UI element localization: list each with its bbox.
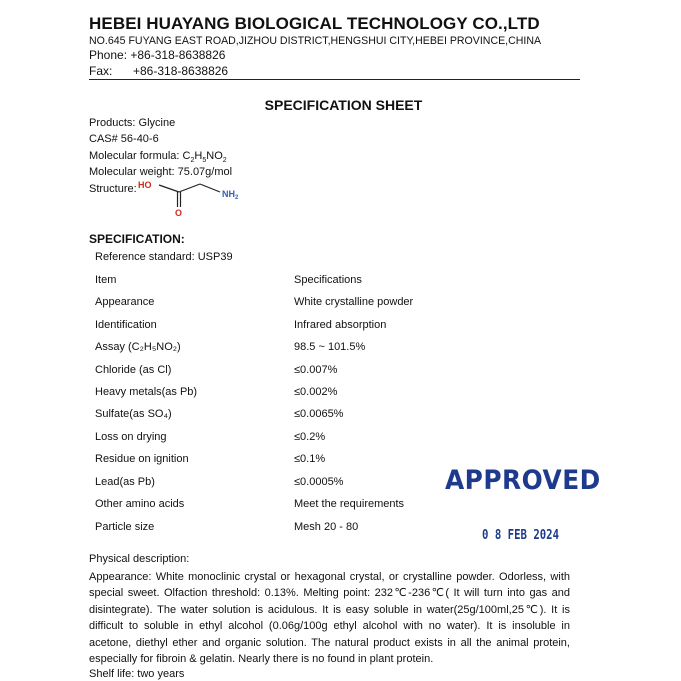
spec-item: Assay (C₂H₅NO₂) xyxy=(95,341,181,353)
spec-value: Infrared absorption xyxy=(294,319,387,331)
spec-item: Sulfate(as SO₄) xyxy=(95,408,172,420)
spec-item: Identification xyxy=(95,319,157,331)
formula-h: H xyxy=(194,150,203,162)
spec-item: Chloride (as Cl) xyxy=(95,364,172,376)
spec-value: ≤0.2% xyxy=(294,431,326,443)
spec-value: White crystalline powder xyxy=(294,296,414,308)
physical-description-heading: Physical description: xyxy=(89,553,190,565)
spec-item: Loss on drying xyxy=(95,431,167,443)
spec-value: ≤0.0065% xyxy=(294,408,344,420)
table-row xyxy=(95,476,495,494)
formula-o-sub: 2 xyxy=(222,157,227,165)
glycine-structure-diagram xyxy=(136,176,256,220)
structure-bond xyxy=(179,184,200,192)
spec-item: Lead(as Pb) xyxy=(95,476,155,488)
table-row xyxy=(95,408,495,426)
spec-value: Mesh 20 - 80 xyxy=(294,521,359,533)
table-row xyxy=(95,319,495,337)
spec-value: Meet the requirements xyxy=(294,498,405,510)
fax-label: Fax: xyxy=(89,64,113,78)
approved-stamp: APPROVED xyxy=(445,465,601,496)
physical-description-text: Appearance: White monoclinic crystal or hexagonal crystal, or crystalline powder. Odorless, with special sweet. Olfaction threshold: 0.13%. Melting point: 232℃-236℃( It will turn into gas and disintegrate). The water solution is acidulous. It is easy soluble in water(25g/100ml,25℃). It is difficult to soluble in ethyl alcohol (0.06g/100g ethyl alcohol with no water). It is insoluble in acetone, diethyl ether and organic solution. The natural product exists in all the animal protein, especially for fibroin & gelatin. Nearly there is no found in plant protein. xyxy=(89,571,570,666)
structure-nh2-label xyxy=(222,189,239,201)
spec-value: ≤0.0005% xyxy=(294,476,344,488)
formula-c: C xyxy=(182,150,191,162)
spec-item: Residue on ignition xyxy=(95,453,189,465)
molecular-formula xyxy=(89,150,227,164)
structure-o-label: O xyxy=(175,208,183,218)
table-row xyxy=(95,431,495,449)
structure-nh2-sub: 2 xyxy=(235,195,239,201)
company-name: HEBEI HUAYANG BIOLOGICAL TECHNOLOGY CO.,LTD xyxy=(89,14,540,33)
spec-table-header xyxy=(95,274,495,292)
table-row xyxy=(95,364,495,382)
formula-no: NO xyxy=(206,150,223,162)
shelf-life: Shelf life: two years xyxy=(89,668,185,680)
spec-value: ≤0.1% xyxy=(294,453,326,465)
spec-item: Particle size xyxy=(95,521,155,533)
formula-h-sub: 5 xyxy=(202,157,207,165)
structure-bond xyxy=(159,185,179,192)
spec-item: Appearance xyxy=(95,296,155,308)
formula-label: Molecular formula: xyxy=(89,150,183,162)
company-fax xyxy=(89,64,228,78)
molecular-weight: Molecular weight: 75.07g/mol xyxy=(89,166,233,178)
table-row xyxy=(95,521,495,539)
spec-item: Heavy metals(as Pb) xyxy=(95,386,198,398)
reference-standard: Reference standard: USP39 xyxy=(95,251,233,263)
table-row xyxy=(95,341,495,359)
spec-value: ≤0.007% xyxy=(294,364,338,376)
structure-ho-label: HO xyxy=(138,180,152,190)
company-phone: Phone: +86-318-8638826 xyxy=(89,48,226,62)
structure-nh-label: NH xyxy=(222,189,235,199)
product-name: Products: Glycine xyxy=(89,117,176,129)
structure-label: Structure: xyxy=(89,183,137,195)
spec-item: Other amino acids xyxy=(95,498,185,510)
product-cas: CAS# 56-40-6 xyxy=(89,133,159,145)
spec-value: ≤0.002% xyxy=(294,386,338,398)
header-divider xyxy=(89,79,580,80)
table-row xyxy=(95,386,495,404)
structure-bond xyxy=(200,184,220,192)
approved-stamp-date: 0 8 FEB 2024 xyxy=(482,528,560,543)
table-row xyxy=(95,296,495,314)
table-row xyxy=(95,453,495,471)
company-address: NO.645 FUYANG EAST ROAD,JIZHOU DISTRICT,HENGSHUI CITY,HEBEI PROVINCE,CHINA xyxy=(89,35,542,47)
fax-number: +86-318-8638826 xyxy=(133,64,229,78)
table-row xyxy=(95,498,495,516)
formula-c-sub: 2 xyxy=(190,157,195,165)
specification-heading: SPECIFICATION: xyxy=(89,232,185,246)
spec-value: 98.5 ~ 101.5% xyxy=(294,341,366,353)
column-header-spec: Specifications xyxy=(294,274,362,286)
column-header-item: Item xyxy=(95,274,117,286)
page-title: SPECIFICATION SHEET xyxy=(264,97,423,113)
